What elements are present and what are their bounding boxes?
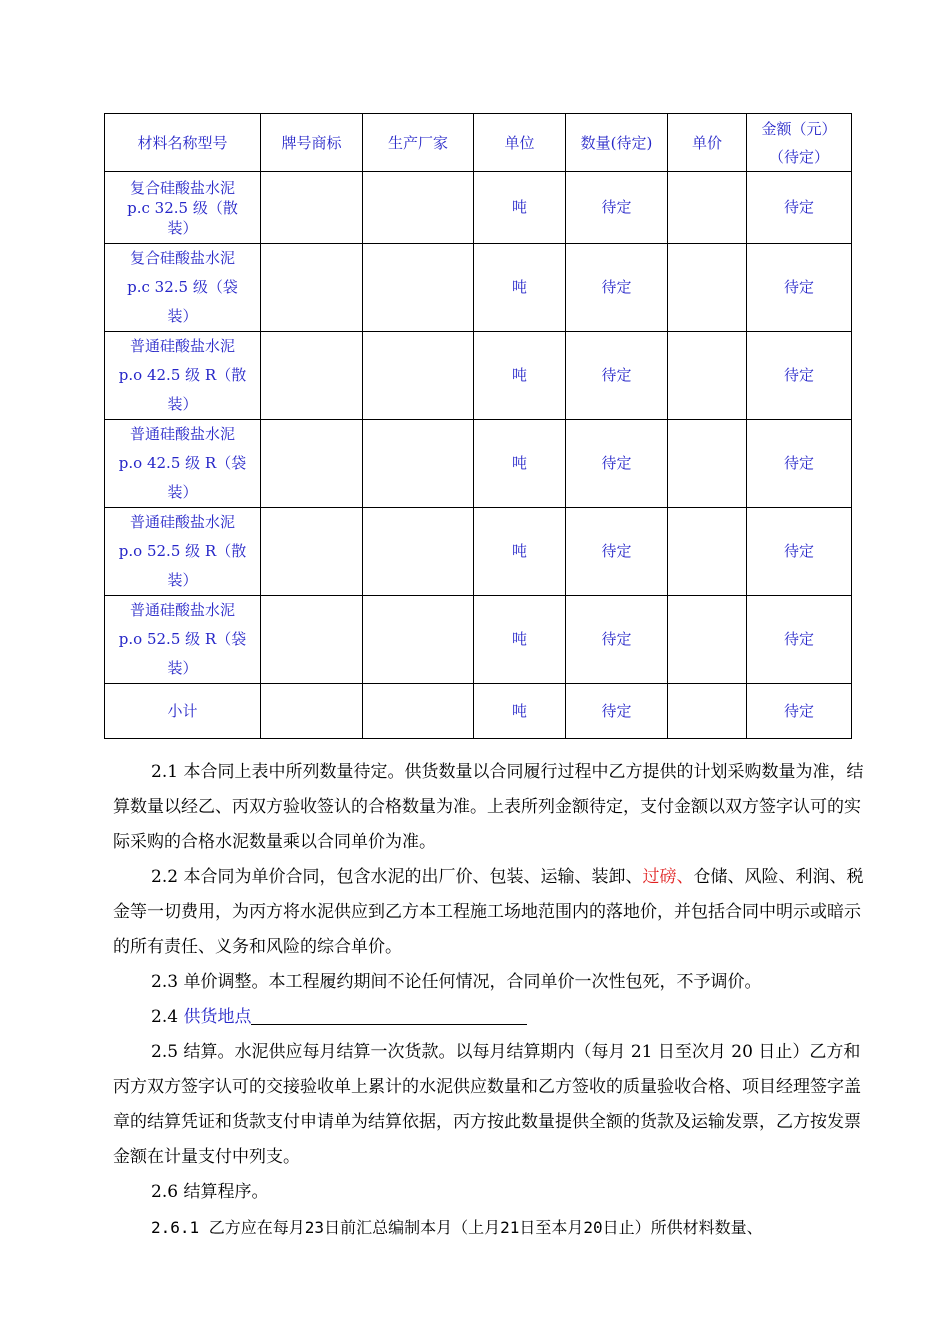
- material-name-line: 复合硅酸盐水泥: [129, 178, 235, 197]
- subtotal-amount: 待定: [747, 684, 852, 739]
- material-name-line: 普通硅酸盐水泥: [129, 425, 235, 443]
- unit-price-cell: [668, 332, 747, 420]
- clause-2-2-highlight: 过磅、: [642, 867, 694, 887]
- delivery-location-blank: [251, 1004, 527, 1025]
- material-name-line: p.o 42.5 级 R（散: [118, 366, 247, 384]
- clause-2-3: 2.3 单价调整。本工程履约期间不论任何情况，合同单价一次性包死，不予调价。: [151, 972, 762, 992]
- unit-cell: 吨: [474, 244, 566, 332]
- brand-cell: [261, 244, 363, 332]
- material-name-line: 复合硅酸盐水泥: [129, 249, 235, 267]
- subtotal-quantity: 待定: [566, 684, 668, 739]
- material-name-cell: [105, 508, 261, 596]
- subtotal-label: 小计: [105, 684, 261, 739]
- clause-2-1: 2.1 本合同上表中所列数量待定。供货数量以合同履行过程中乙方提供的计划采购数量为准，结算数量以经乙、丙双方验收签认的合格数量为准。上表所列金额待定，支付金额以双方签字认可的实际采购的合格水泥数量乘以合同单价为准。: [113, 762, 864, 852]
- header-amount: [747, 114, 852, 172]
- unit-cell: 吨: [474, 420, 566, 508]
- brand-cell: [261, 420, 363, 508]
- material-name-cell: [105, 172, 261, 244]
- materials-table: [104, 113, 852, 739]
- header-material-name: 材料名称型号: [105, 114, 261, 172]
- amount-cell: 待定: [747, 596, 852, 684]
- amount-cell: 待定: [747, 244, 852, 332]
- material-name-cell: [105, 420, 261, 508]
- material-name-line: 装）: [167, 307, 198, 325]
- header-amount-line1: 金额（元）: [761, 119, 837, 138]
- material-name-line: p.o 42.5 级 R（袋: [118, 454, 247, 472]
- unit-price-cell: [668, 420, 747, 508]
- clause-2-4-number: 2.4: [151, 1007, 184, 1027]
- clause-2-6: 2.6 结算程序。: [151, 1182, 269, 1202]
- clause-2-6-1: 2.6.1 乙方应在每月23日前汇总编制本月（上月21日至本月20日止）所供材料数量、: [151, 1218, 763, 1237]
- clause-2-2: [113, 860, 873, 965]
- manufacturer-cell: [363, 244, 474, 332]
- amount-cell: 待定: [747, 508, 852, 596]
- material-name-line: p.o 52.5 级 R（散: [118, 542, 247, 560]
- brand-cell: [261, 684, 363, 739]
- clause-2-2-text-a: 2.2 本合同为单价合同，包含水泥的出厂价、包装、运输、装卸、: [151, 867, 643, 887]
- header-brand: 牌号商标: [261, 114, 363, 172]
- table-row: [105, 172, 852, 244]
- material-name-line: 装）: [167, 571, 198, 589]
- brand-cell: [261, 332, 363, 420]
- brand-cell: [261, 596, 363, 684]
- unit-price-cell: [668, 172, 747, 244]
- quantity-cell: 待定: [566, 596, 668, 684]
- quantity-cell: 待定: [566, 508, 668, 596]
- material-name-cell: [105, 332, 261, 420]
- quantity-cell: 待定: [566, 244, 668, 332]
- table-row: [105, 332, 852, 420]
- quantity-cell: 待定: [566, 172, 668, 244]
- manufacturer-cell: [363, 684, 474, 739]
- unit-price-cell: [668, 508, 747, 596]
- unit-price-cell: [668, 684, 747, 739]
- unit-price-cell: [668, 244, 747, 332]
- clause-2-4-label: 供货地点: [183, 1007, 252, 1027]
- table-row: [105, 420, 852, 508]
- table-row: [105, 244, 852, 332]
- material-name-cell: [105, 596, 261, 684]
- manufacturer-cell: [363, 172, 474, 244]
- material-name-line: 普通硅酸盐水泥: [129, 337, 235, 355]
- manufacturer-cell: [363, 596, 474, 684]
- unit-cell: 吨: [474, 596, 566, 684]
- clause-2-4: [113, 1000, 873, 1035]
- manufacturer-cell: [363, 332, 474, 420]
- material-name-line: 普通硅酸盐水泥: [129, 513, 235, 531]
- brand-cell: [261, 508, 363, 596]
- material-name-line: 装）: [167, 483, 198, 501]
- amount-cell: 待定: [747, 172, 852, 244]
- material-name-line: 装）: [167, 218, 198, 237]
- quantity-cell: 待定: [566, 332, 668, 420]
- brand-cell: [261, 172, 363, 244]
- header-unit: 单位: [474, 114, 566, 172]
- unit-price-cell: [668, 596, 747, 684]
- header-manufacturer: 生产厂家: [363, 114, 474, 172]
- table-header-row: [105, 114, 852, 172]
- material-name-line: p.c 32.5 级（散: [127, 198, 238, 217]
- manufacturer-cell: [363, 508, 474, 596]
- material-name-line: p.c 32.5 级（袋: [127, 278, 238, 296]
- material-name-line: p.o 52.5 级 R（袋: [118, 630, 247, 648]
- material-name-cell: [105, 244, 261, 332]
- subtotal-row: [105, 684, 852, 739]
- table-row: [105, 596, 852, 684]
- manufacturer-cell: [363, 420, 474, 508]
- material-name-line: 装）: [167, 659, 198, 677]
- subtotal-unit: 吨: [474, 684, 566, 739]
- clause-2-5: 2.5 结算。水泥供应每月结算一次货款。以每月结算期内（每月 21 日至次月 20 日止）乙方和丙方双方签字认可的交接验收单上累计的水泥供应数量和乙方签收的质量验收合格、项目经理签字盖章的结算凭证和货款支付申请单为结算依据，丙方按此数量提供全额的货款及运输发票，乙方按发票金额在计量支付中列支。: [113, 1042, 861, 1167]
- header-unit-price: 单价: [668, 114, 747, 172]
- material-name-line: 普通硅酸盐水泥: [129, 601, 235, 619]
- amount-cell: 待定: [747, 332, 852, 420]
- amount-cell: 待定: [747, 420, 852, 508]
- table-row: [105, 508, 852, 596]
- unit-cell: 吨: [474, 508, 566, 596]
- unit-cell: 吨: [474, 172, 566, 244]
- clause-2-2-text-b: 仓储、风险、利润、税金等一切费用，为丙方将水泥供应到乙方本工程施工场地范围内的落地价，并包括合同中明示或暗示的所有责任、义务和风险的综合单价。: [113, 867, 864, 957]
- quantity-cell: 待定: [566, 420, 668, 508]
- header-amount-line2: （待定）: [768, 147, 829, 166]
- unit-cell: 吨: [474, 332, 566, 420]
- header-quantity: 数量(待定): [566, 114, 668, 172]
- material-name-line: 装）: [167, 395, 198, 413]
